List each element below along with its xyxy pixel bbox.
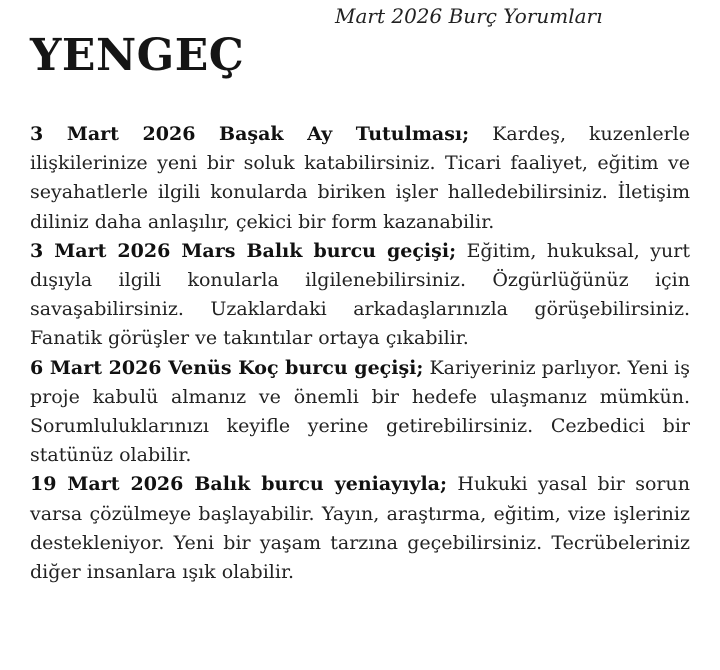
entry-text: Kardeş, kuzenlerle ilişkilerinize yeni bir soluk katabilirsiniz. Ticari faaliyet, eğitim ve seyahatlerle ilgili konularda biriken işler halledebilirsiniz. İletişim diliniz daha anlaşılır, çekici bir form kazanabilir.: [30, 123, 690, 233]
entry: [30, 470, 690, 587]
sign-title: YENGEÇ: [30, 30, 245, 81]
entry-title: 19 Mart 2026 Balık burcu yeniayıyla;: [30, 473, 448, 496]
entry: [30, 120, 690, 237]
entry-text: Eğitim, hukuksal, yurt dışıyla ilgili konularla ilgilenebilirsiniz. Özgürlüğünüz için savaşabilirsiniz. Uzaklardaki arkadaşlarınızla görüşebilirsiniz. Fanatik görüşler ve takıntılar ortaya çıkabilir.: [30, 239, 690, 350]
entry: [30, 237, 690, 354]
entry: [30, 354, 690, 471]
entry-text: Hukuki yasal bir sorun varsa çözülmeye başlayabilir. Yayın, araştırma, eğitim, vize işleriniz destekleniyor. Yeni bir yaşam tarzına geçebilirsiniz. Tecrübeleriniz diğer insanlara ışık olabilir.: [30, 473, 690, 584]
entry-title: 3 Mart 2026 Mars Balık burcu geçişi;: [30, 239, 457, 262]
entry-title: 3 Mart 2026 Başak Ay Tutulması;: [30, 123, 470, 145]
entry-text: Kariyeriniz parlıyor. Yeni iş proje kabulü almanız ve önemli bir hedefe ulaşmanız mümkün. Sorumluluklarınızı keyifle yerine getirebilirsiniz. Cezbedici bir statünüz olabilir.: [30, 356, 690, 467]
entry-title: 6 Mart 2026 Venüs Koç burcu geçişi;: [30, 356, 424, 379]
horoscope-content: [30, 120, 690, 587]
page-header: Mart 2026 Burç Yorumları: [335, 4, 603, 28]
